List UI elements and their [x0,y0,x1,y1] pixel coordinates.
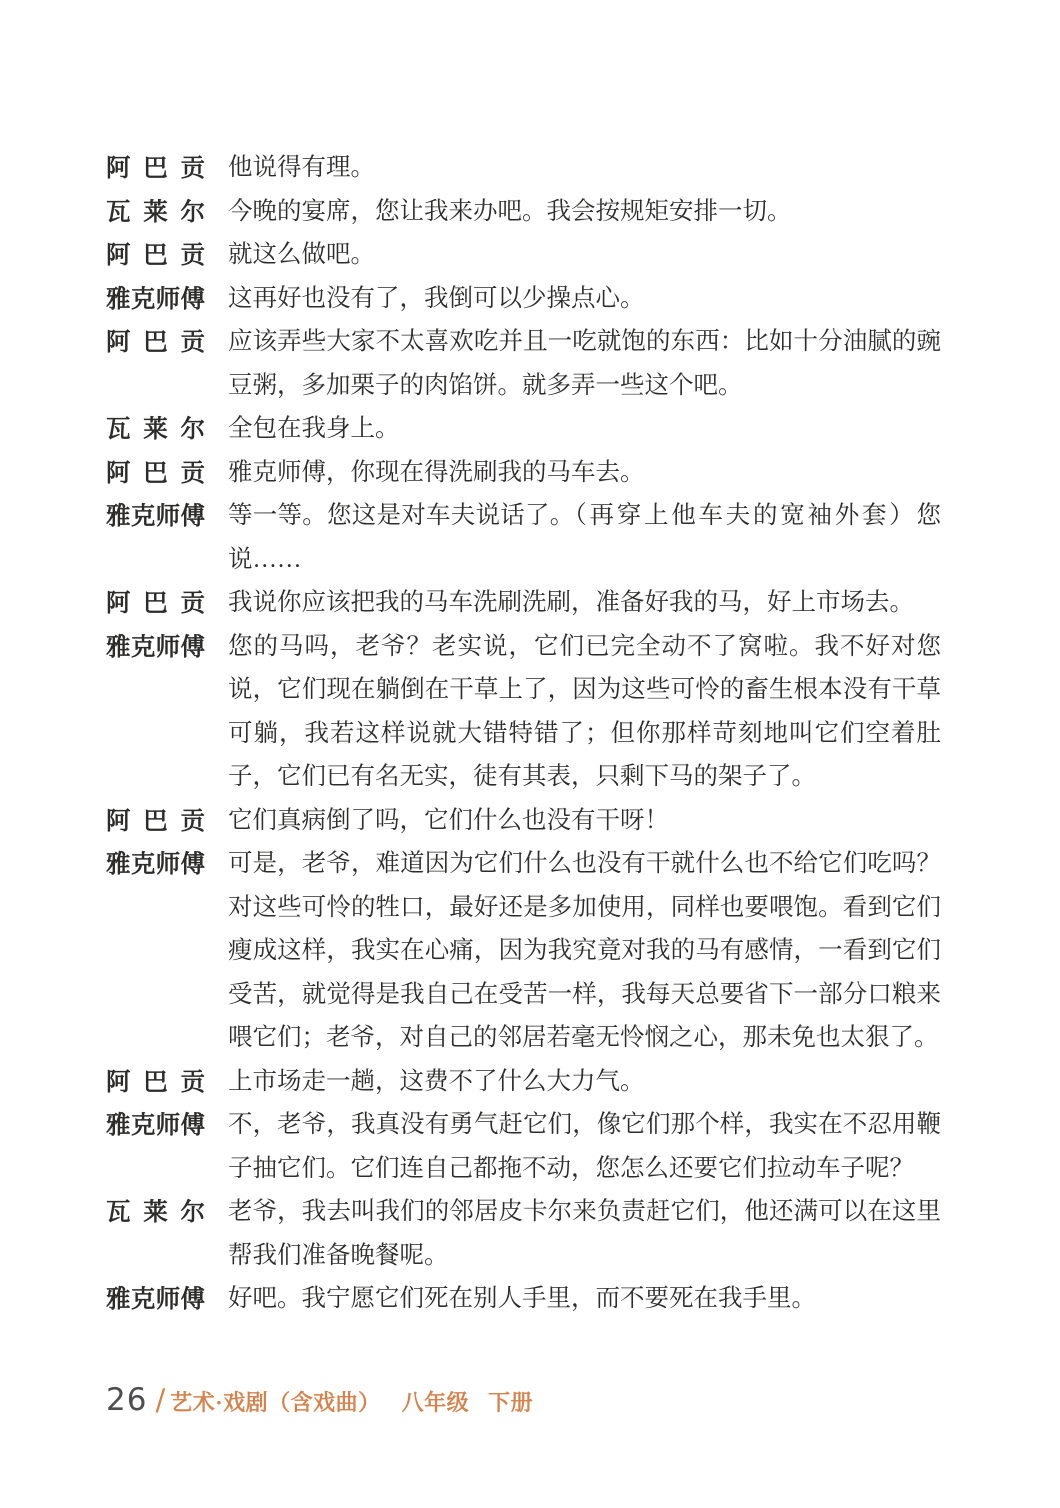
speech-text: 我说你应该把我的马车洗刷洗刷，准备好我的马，好上市场去。 [228,589,914,616]
speech-text: 可是，老爷，难道因为它们什么也没有干就什么也不给它们吃吗？对这些可怜的牲口，最好还是多加使用，同样也要喂饱。看到它们瘦成这样，我实在心痛，因为我究竟对我的马有感情，一看到它们受苦，就觉得是我自己在受苦一样，我每天总要省下一部分口粮来喂它们；老爷，对自己的邻居若毫无怜悯之心，那未免也太狠了。 [228,850,941,1051]
speaker-name-char: 阿 [106,153,131,182]
speaker-name-char: 师 [155,631,181,661]
speaker-name-char: 雅 [106,1284,131,1313]
speaker-name-char: 贡 [180,457,205,487]
speaker-name-char: 克 [130,501,156,530]
dialogue-text [228,1060,941,1104]
dialogue-text [228,451,941,495]
speaker-name-char: 莱 [143,414,168,443]
speaker-name-char: 阿 [106,457,131,487]
dialogue-text [228,1103,941,1190]
dialogue-text [228,190,941,234]
speaker-name-char: 师 [155,1284,181,1313]
speaker-name-char: 贡 [180,240,205,269]
speech-text: 它们真病倒了吗，它们什么也没有干呀！ [228,806,669,834]
dialogue-text [228,320,941,407]
dialogue-text [228,625,941,799]
speaker-name-char: 贡 [180,327,205,356]
dialogue-entry [106,146,942,190]
speaker-name-char: 阿 [106,240,131,269]
dialogue-entry [106,581,942,625]
speech-text: 应该弄些大家不太喜欢吃并且一吃就饱的东西：比如十分油腻的豌豆粥，多加栗子的肉馅饼。就多弄一些这个吧。 [228,328,941,399]
speaker-name-char: 克 [130,849,156,878]
speaker-name-char: 雅 [106,631,131,661]
speech-text: 不，老爷，我真没有勇气赶它们，像它们那个样，我实在不忍用鞭子抽它们。它们连自己都拖不动，您怎么还要它们拉动车子呢？ [228,1111,941,1182]
speech-text: 就这么做吧。 [228,241,375,268]
speaker-name [106,581,205,625]
dialogue-entry [106,1277,942,1321]
speaker-name [106,1190,205,1234]
speaker-name-char: 贡 [180,153,205,182]
dialogue-text [228,1277,941,1321]
speaker-name-char: 傅 [180,501,205,530]
dialogue-entry [106,842,942,1060]
speaker-name-char: 师 [155,283,181,313]
speech-text: 您的马吗，老爷？老实说，它们已完全动不了窝啦。我不好对您说，它们现在躺倒在干草上了，因为这些可怜的畜生根本没有干草可躺，我若这样说就大错特错了；但你那样苛刻地叫它们空着肚子，它们已有名无实，徒有其表，只剩下马的架子了。 [228,632,941,790]
speaker-name-char: 莱 [143,196,168,226]
speaker-name-char: 雅 [106,501,131,530]
speaker-name-char: 巴 [143,805,168,835]
dialogue-entry [106,799,942,843]
speaker-name-char: 克 [130,1284,156,1313]
speaker-name-char: 巴 [143,588,168,617]
speaker-name-char: 阿 [106,588,131,617]
dialogue-text [228,842,941,1060]
speaker-name-char: 克 [130,631,156,661]
speaker-name-char: 巴 [143,457,168,487]
dialogue-text [228,277,941,321]
speaker-name-char: 贡 [180,805,205,835]
speaker-name-char: 雅 [106,283,131,313]
dialogue-entry [106,494,942,581]
dialogue-text [228,146,941,190]
speaker-name-char: 巴 [143,327,168,356]
dialogue-entry [106,1190,942,1277]
speech-text: 好吧。我宁愿它们死在别人手里，而不要死在我手里。 [228,1285,816,1312]
speaker-name [106,320,205,364]
page-footer [106,1382,533,1418]
speaker-name-char: 阿 [106,1066,131,1096]
speaker-name-char: 巴 [143,240,168,269]
speaker-name-char: 傅 [180,283,205,313]
speech-text: 全包在我身上。 [228,415,400,442]
speech-text: 等一等。您这是对车夫说话了。 [228,502,575,529]
speaker-name-char: 雅 [106,1110,131,1139]
dialogue-entry [106,190,942,234]
speaker-name-char: 克 [130,1110,156,1139]
speaker-name-char: 尔 [180,414,205,443]
speaker-name [106,1060,205,1104]
dialogue-text [228,233,941,277]
speaker-name [106,233,205,277]
speaker-name-char: 巴 [143,1066,168,1096]
dialogue-entry [106,407,942,451]
footer-book-title: 艺术·戏剧（含戏曲） [170,1390,381,1415]
speaker-name [106,494,205,538]
dialogue-text [228,494,941,581]
speaker-name [106,625,205,669]
speaker-name-char: 巴 [143,153,168,182]
speaker-name-char: 师 [155,501,181,530]
speech-text: 老爷，我去叫我们的邻居皮卡尔来负责赶它们，他还满可以在这里帮我们准备晚餐呢。 [228,1198,941,1269]
speaker-name-char: 瓦 [106,1197,131,1226]
dialogue-entry [106,451,942,495]
speaker-name [106,190,205,234]
speaker-name-char: 雅 [106,849,131,878]
dialogue-text [228,581,941,625]
speaker-name-char: 傅 [180,849,205,878]
speaker-name-char: 克 [130,283,156,313]
speech-text: 雅克师傅，你现在得洗刷我的马车去。 [228,458,645,486]
footer-volume-label: 下册 [488,1390,534,1415]
speaker-name [106,842,205,886]
speaker-name-char: 师 [155,849,181,878]
dialogue-text [228,407,941,451]
speaker-name [106,146,205,190]
speech-text: 上市场走一趟，这费不了什么大力气。 [228,1067,645,1095]
speaker-name-char: 贡 [180,1066,205,1096]
speaker-name-char: 尔 [180,196,205,226]
speaker-name-char: 贡 [180,588,205,617]
speaker-name [106,799,205,843]
speaker-name-char: 瓦 [106,196,131,226]
speaker-name-char: 傅 [180,1110,205,1139]
footer-grade-label: 八年级 [401,1390,470,1415]
speaker-name-char: 傅 [180,1284,205,1313]
speaker-name-char: 傅 [180,631,205,661]
speech-text: 今晚的宴席，您让我来办吧。我会按规矩安排一切。 [228,197,792,225]
speaker-name-char: 阿 [106,805,131,835]
dialogue-entry [106,320,942,407]
speaker-name [106,1103,205,1147]
footer-separator: / [155,1383,166,1417]
speaker-name [106,451,205,495]
speech-text: 他说得有理。 [228,154,375,181]
dialogue-entry [106,1060,942,1104]
page-number: 26 [106,1382,148,1418]
speaker-name [106,1277,205,1321]
dialogue-entry [106,1103,942,1190]
script-area [106,146,942,1321]
speaker-name-char: 阿 [106,327,131,356]
dialogue-text [228,1190,941,1277]
speech-text: 您说…… [228,502,941,573]
speaker-name-char: 莱 [143,1197,168,1226]
stage-direction: （再穿上他车夫的宽袖外套） [574,502,917,529]
dialogue-entry [106,277,942,321]
speaker-name-char: 尔 [180,1197,205,1226]
speaker-name [106,277,205,321]
speaker-name-char: 师 [155,1110,181,1139]
speech-text: 这再好也没有了，我倒可以少操点心。 [228,284,645,312]
speaker-name [106,407,205,451]
dialogue-entry [106,233,942,277]
dialogue-text [228,799,941,843]
speaker-name-char: 瓦 [106,414,131,443]
dialogue-entry [106,625,942,799]
